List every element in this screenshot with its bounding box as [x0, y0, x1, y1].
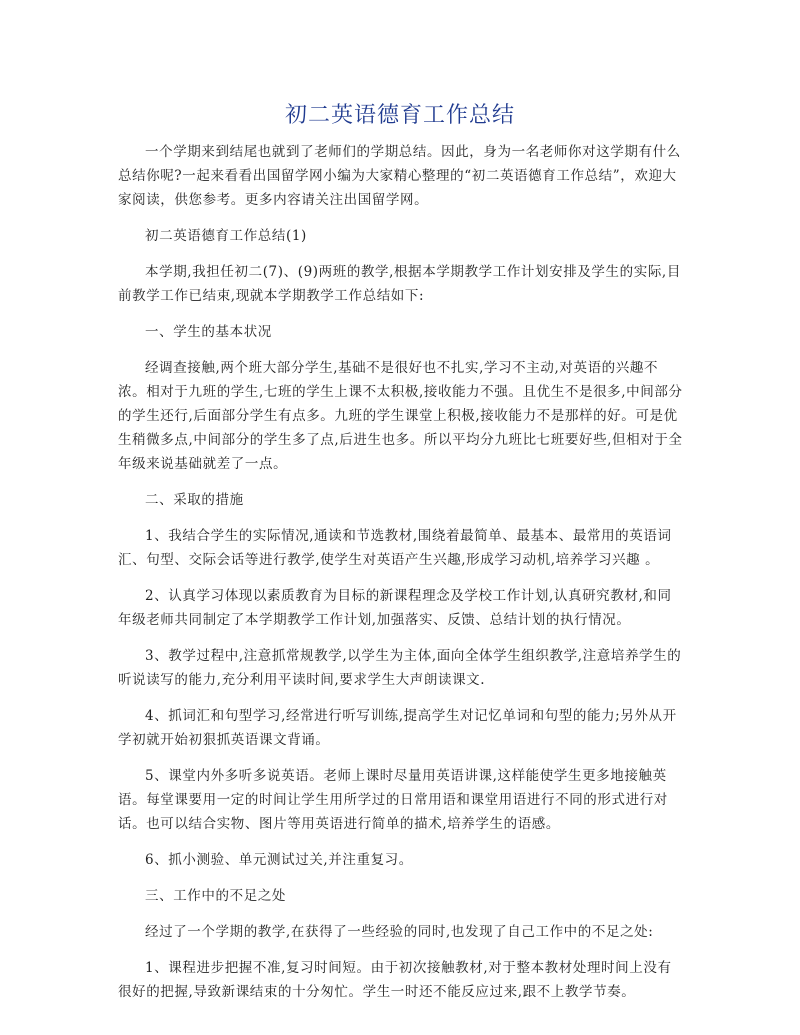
section-heading: 二、采取的措施 [145, 492, 244, 508]
list-item: 5、课堂内外多听多说英语。老师上课时尽量用英语讲课,这样能使学生更多地接触英语。每堂课要用一定的时间让学生用所学过的日常用语和课堂用语进行不同的形式进行对话。也可以结合实物、图片等用英语进行简单的描术,培养学生的语感。 [118, 768, 668, 832]
section-title: 初二英语德育工作总结(1) [145, 228, 307, 244]
list-item: 1、我结合学生的实际情况,通读和节选教材,围绕着最简单、最基本、最常用的英语词汇、句型、交际会话等进行教学,使学生对英语产生兴趣,形成学习动机,培养学习兴趣 。 [118, 528, 672, 568]
section-heading: 一、学生的基本状况 [145, 324, 272, 340]
paragraph: 本学期,我担任初二(7)、(9)两班的教学,根据本学期教学工作计划安排及学生的实际,目前教学工作已结束,现就本学期教学工作总结如下: [118, 264, 681, 304]
section-heading: 三、工作中的不足之处 [145, 888, 286, 904]
list-item: 3、教学过程中,注意抓常规教学,以学生为主体,面向全体学生组织教学,注意培养学生的听说读写的能力,充分利用平读时间,要求学生大声朗读课文. [118, 648, 682, 688]
list-item: 4、抓词汇和句型学习,经常进行听写训练,提高学生对记忆单词和句型的能力;另外从开学初就开始初狠抓英语课文背诵。 [118, 708, 677, 748]
list-item: 1、课程进步把握不准,复习时间短。由于初次接触教材,对于整本教材处理时间上没有很好的把握,导致新课结束的十分匆忙。学生一时还不能反应过来,跟不上教学节奏。 [118, 960, 672, 1000]
intro-paragraph: 一个学期来到结尾也就到了老师们的学期总结。因此，身为一名老师你对这学期有什么总结你呢?一起来看看出国留学网小编为大家精心整理的“初二英语德育工作总结”，欢迎大家阅读，供您参考。更多内容请关注出国留学网。 [118, 144, 681, 208]
list-item: 6、抓小测验、单元测试过关,并注重复习。 [145, 852, 413, 868]
list-item: 2、认真学习体现以素质教育为目标的新课程理念及学校工作计划,认真研究教材,和同年级老师共同制定了本学期教学工作计划,加强落实、反馈、总结计划的执行情况。 [118, 588, 672, 628]
paragraph: 经过了一个学期的教学,在获得了一些经验的同时,也发现了自己工作中的不足之处: [145, 924, 654, 940]
paragraph: 经调查接触,两个班大部分学生,基础不是很好也不扎实,学习不主动,对英语的兴趣不浓。相对于九班的学生,七班的学生上课不太积极,接收能力不强。且优生不是很多,中间部分的学生还行,后面部分学生有点多。九班的学生课堂上积极,接收能力不是那样的好。可是优生稍微多点,中间部分的学生多了点,后进生也多。所以平均分九班比七班要好些,但相对于全年级来说基础就差了一点。 [118, 360, 683, 472]
document-body [118, 140, 683, 1016]
document-title: 初二英语德育工作总结 [284, 103, 515, 128]
